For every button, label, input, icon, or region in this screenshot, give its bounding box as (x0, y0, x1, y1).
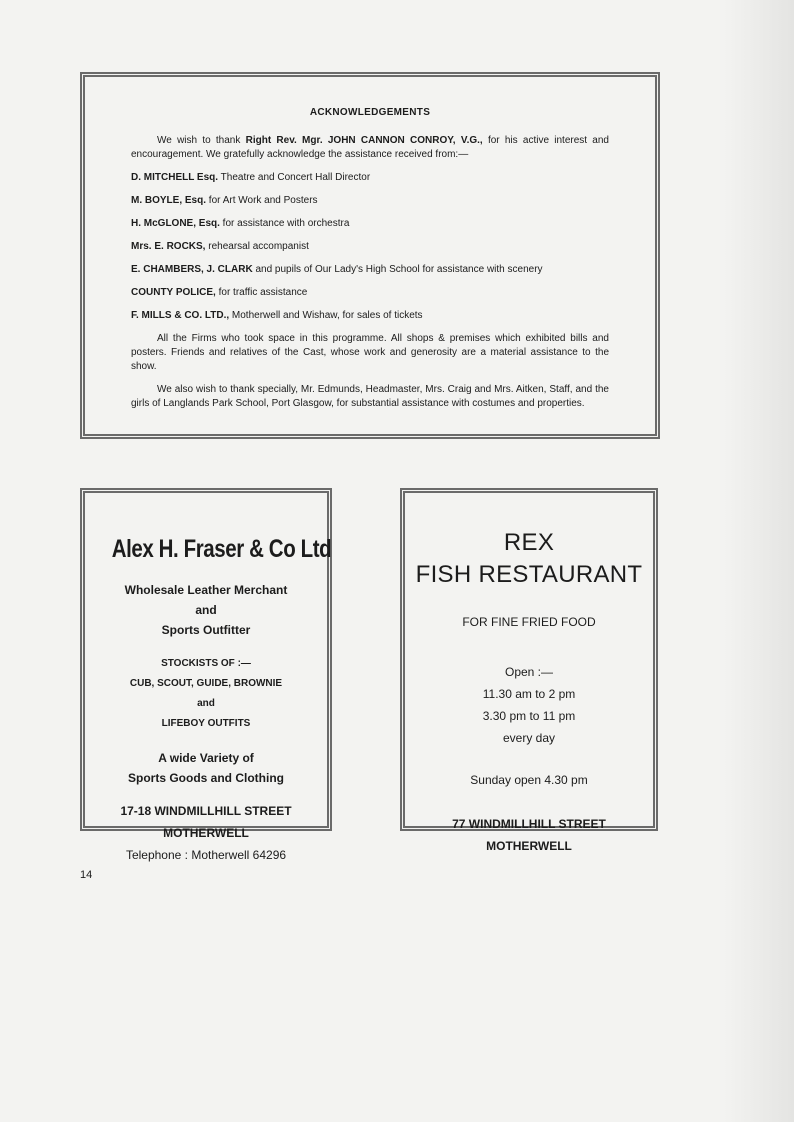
credit-name: D. MITCHELL Esq. (131, 172, 219, 183)
fraser-variety2: Sports Goods and Clothing (128, 771, 284, 785)
fraser-logo: Alex H. Fraser & Co Ltd (111, 535, 332, 563)
credit-text: for assistance with orchestra (219, 218, 350, 229)
credit-line (131, 286, 609, 300)
fraser-advert (80, 488, 332, 862)
credit-line (131, 309, 609, 323)
credit-text: Motherwell and Wishaw, for sales of tickets (229, 310, 423, 321)
credit-text: for traffic assistance (215, 287, 308, 298)
rex-sunday: Sunday open 4.30 pm (470, 773, 588, 787)
thanks-paragraph: We also wish to thank specially, Mr. Edmunds, Headmaster, Mrs. Craig and Mrs. Aitken, Staff, and the girls of Langlands Park School, Port Glasgow, for substantial assistance with costumes and properties. (131, 384, 609, 409)
credit-text: Theatre and Concert Hall Director (218, 172, 371, 183)
credit-name: Mrs. E. ROCKS, (131, 241, 206, 252)
fraser-stock1: CUB, SCOUT, GUIDE, BROWNIE (129, 678, 283, 689)
credit-name: F. MILLS & CO. LTD., (131, 310, 230, 321)
fraser-stock3: LIFEBOY OUTFITS (161, 718, 251, 729)
credit-text: rehearsal accompanist (205, 241, 309, 252)
rex-hours1: 11.30 am to 2 pm (482, 687, 576, 701)
intro-suffix: for his active interest and encouragement. We gratefully acknowledge the assistance received from:— (131, 135, 609, 160)
rex-name-line1: REX (503, 529, 555, 556)
credit-line (131, 240, 609, 254)
rex-name-line2: FISH RESTAURANT (415, 561, 643, 588)
page-number: 14 (80, 869, 93, 881)
intro-name: Right Rev. Mgr. JOHN CANNON CONROY, V.G., (245, 135, 483, 146)
credit-line (131, 263, 609, 277)
credit-text: for Art Work and Posters (206, 195, 318, 206)
acknowledgements-intro (131, 134, 609, 162)
credit-line (131, 194, 609, 208)
credit-name: H. McGLONE, Esq. (131, 218, 220, 229)
page-edge-shadow (724, 0, 794, 1122)
credit-text: and pupils of Our Lady's High School for assistance with scenery (252, 264, 543, 275)
acknowledgements-box (80, 72, 660, 439)
fraser-telephone: Telephone : Motherwell 64296 (125, 848, 287, 862)
acknowledgements-title: ACKNOWLEDGEMENTS (309, 107, 431, 118)
rex-street: 77 WINDMILLHILL STREET (452, 817, 606, 831)
fraser-line2: and (195, 603, 217, 617)
rex-open-label: Open :— (504, 665, 554, 679)
rex-town: MOTHERWELL (486, 839, 572, 853)
rex-hours3: every day (502, 731, 556, 745)
firms-paragraph: All the Firms who took space in this programme. All shops & premises which exhibited bills and posters. Friends and relatives of the Cast, whose work and generosity are a material assistance to the show. (131, 333, 609, 372)
fraser-line1: Wholesale Leather Merchant (124, 583, 288, 597)
fraser-line3: Sports Outfitter (161, 623, 251, 637)
credit-line (131, 171, 609, 185)
fraser-town: MOTHERWELL (163, 826, 249, 840)
credit-name: M. BOYLE, Esq. (131, 195, 207, 206)
fraser-street: 17-18 WINDMILLHILL STREET (120, 804, 292, 818)
rex-advert (400, 488, 658, 853)
rex-hours2: 3.30 pm to 11 pm (482, 709, 576, 723)
fraser-variety1: A wide Variety of (158, 751, 254, 765)
rex-tagline: FOR FINE FRIED FOOD (462, 615, 596, 629)
credit-name: E. CHAMBERS, J. CLARK (131, 264, 253, 275)
fraser-stock2: and (197, 698, 215, 709)
credit-name: COUNTY POLICE, (131, 287, 216, 298)
fraser-stockists: STOCKISTS OF :— (161, 658, 251, 669)
intro-prefix: We wish to thank (157, 135, 246, 146)
credit-line (131, 217, 609, 231)
